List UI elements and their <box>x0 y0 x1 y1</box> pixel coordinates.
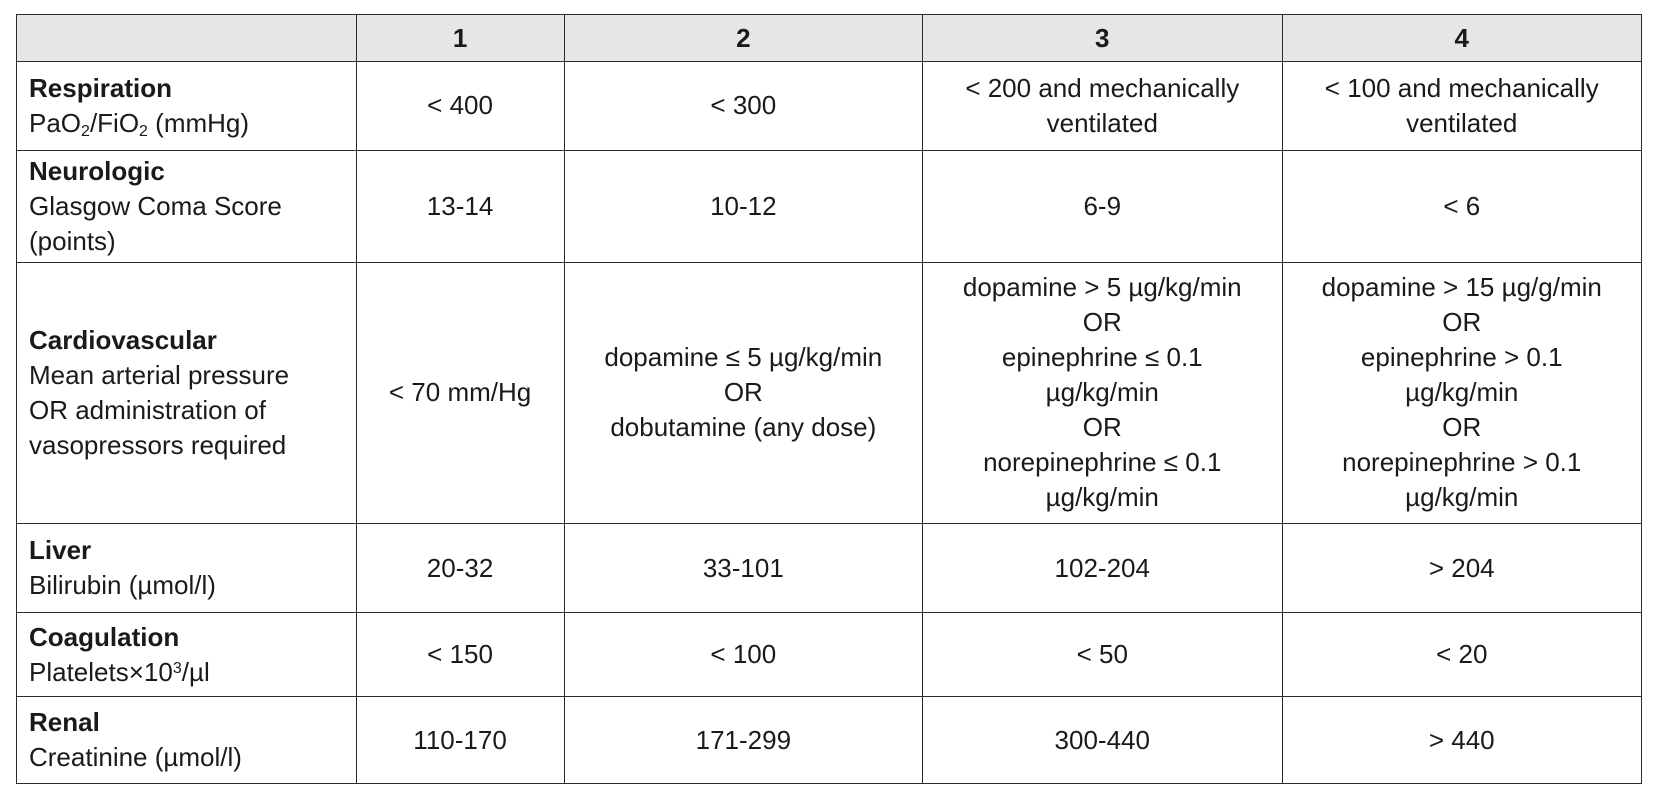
measure-text: /µl <box>181 656 210 687</box>
cell-cardiovascular-3 <box>923 262 1282 524</box>
measure-line: Glasgow Coma Score <box>29 190 282 221</box>
cell-line: OR <box>723 377 763 408</box>
measure-line: Creatinine (µmol/l) <box>29 742 242 773</box>
cell-line: dopamine > 5 µg/kg/min <box>962 272 1242 303</box>
cell-line: dopamine ≤ 5 µg/kg/min <box>604 342 883 373</box>
cell-renal-4 <box>1282 697 1642 784</box>
cell-line: norepinephrine > 0.1 <box>1342 447 1582 478</box>
cell-line: OR <box>1082 307 1122 338</box>
cell-liver-3 <box>923 524 1282 613</box>
cell-line: < 20 <box>1436 639 1488 670</box>
cell-line: 300-440 <box>1054 724 1150 755</box>
measure-line: Bilirubin (µmol/l) <box>29 570 216 601</box>
table-row-renal <box>17 697 1642 784</box>
organ-name: Liver <box>29 535 92 566</box>
cell-respiration-1 <box>356 62 564 151</box>
row-label-renal <box>17 697 357 784</box>
header-score-2: 2 <box>564 15 922 62</box>
cell-line: ventilated <box>1406 107 1518 138</box>
organ-name: Cardiovascular <box>29 324 217 355</box>
header-row <box>17 15 1642 62</box>
table-row-respiration <box>17 62 1642 151</box>
measure-text: Platelets×10 <box>29 656 173 687</box>
cell-line: < 6 <box>1443 190 1481 221</box>
cell-neurologic-1 <box>356 150 564 262</box>
cell-line: 6-9 <box>1083 190 1122 221</box>
cell-line: 20-32 <box>426 552 494 583</box>
table-row-liver <box>17 524 1642 613</box>
cell-line: 171-299 <box>695 724 792 755</box>
header-blank-cell <box>17 15 357 62</box>
measure-line: OR administration of <box>29 394 266 425</box>
header-score-1: 1 <box>356 15 564 62</box>
measure-line: vasopressors required <box>29 429 287 460</box>
row-label-respiration <box>17 62 357 151</box>
cell-renal-2 <box>564 697 922 784</box>
cell-neurologic-4 <box>1282 150 1642 262</box>
cell-liver-1 <box>356 524 564 613</box>
cell-coagulation-1 <box>356 612 564 696</box>
subscript: 2 <box>81 122 90 140</box>
table-body <box>17 62 1642 784</box>
table-row-neurologic <box>17 150 1642 262</box>
table-header <box>17 15 1642 62</box>
cell-coagulation-2 <box>564 612 922 696</box>
measure-line: Mean arterial pressure <box>29 359 290 390</box>
table-row-coagulation <box>17 612 1642 696</box>
cell-line: > 204 <box>1428 552 1495 583</box>
cell-line: ventilated <box>1046 107 1158 138</box>
cell-line: epinephrine > 0.1 <box>1360 342 1563 373</box>
table-row-cardiovascular <box>17 262 1642 524</box>
cell-line: < 300 <box>710 90 777 121</box>
cell-line: < 70 mm/Hg <box>388 377 532 408</box>
cell-line: 10-12 <box>710 190 777 221</box>
row-label-neurologic <box>17 150 357 262</box>
cell-line: µg/kg/min <box>1045 377 1159 408</box>
measure-text: /FiO <box>89 107 140 138</box>
cell-line: norepinephrine ≤ 0.1 <box>983 447 1222 478</box>
organ-name: Coagulation <box>29 621 180 652</box>
header-score-4: 4 <box>1282 15 1642 62</box>
cell-line: 110-170 <box>413 724 507 755</box>
cell-line: OR <box>1442 412 1482 443</box>
row-label-coagulation <box>17 612 357 696</box>
cell-respiration-3 <box>923 62 1282 151</box>
cell-renal-3 <box>923 697 1282 784</box>
cell-cardiovascular-2 <box>564 262 922 524</box>
measure-label <box>29 106 350 141</box>
cell-line: epinephrine ≤ 0.1 <box>1001 342 1203 373</box>
subscript: 2 <box>139 122 148 140</box>
organ-name: Neurologic <box>29 155 165 186</box>
cell-line: < 200 and mechanically <box>965 72 1240 103</box>
cell-neurologic-2 <box>564 150 922 262</box>
row-label-liver <box>17 524 357 613</box>
measure-line: (points) <box>29 225 116 256</box>
measure-label <box>29 655 350 690</box>
cell-liver-4 <box>1282 524 1642 613</box>
cell-cardiovascular-1 <box>356 262 564 524</box>
cell-line: 13-14 <box>426 190 494 221</box>
measure-text: (mmHg) <box>147 107 250 138</box>
organ-name: Respiration <box>29 72 173 103</box>
cell-line: 33-101 <box>702 552 784 583</box>
sofa-score-table <box>16 14 1642 784</box>
cell-liver-2 <box>564 524 922 613</box>
cell-line: µg/kg/min <box>1045 482 1159 513</box>
cell-line: < 400 <box>427 90 493 121</box>
cell-neurologic-3 <box>923 150 1282 262</box>
superscript: 3 <box>172 659 182 677</box>
cell-line: > 440 <box>1428 724 1495 755</box>
cell-line: µg/kg/min <box>1405 377 1519 408</box>
cell-line: µg/kg/min <box>1405 482 1519 513</box>
cell-line: 102-204 <box>1054 552 1150 583</box>
cell-coagulation-4 <box>1282 612 1642 696</box>
cell-line: < 100 and mechanically <box>1324 72 1599 103</box>
cell-line: OR <box>1082 412 1122 443</box>
measure-text: PaO <box>29 107 82 138</box>
cell-cardiovascular-4 <box>1282 262 1642 524</box>
cell-renal-1 <box>356 697 564 784</box>
cell-respiration-2 <box>564 62 922 151</box>
header-score-3: 3 <box>923 15 1282 62</box>
row-label-cardiovascular <box>17 262 357 524</box>
cell-line: dopamine > 15 µg/g/min <box>1321 272 1602 303</box>
cell-coagulation-3 <box>923 612 1282 696</box>
cell-respiration-4 <box>1282 62 1642 151</box>
cell-line: OR <box>1442 307 1482 338</box>
cell-line: < 50 <box>1076 639 1128 670</box>
cell-line: dobutamine (any dose) <box>610 412 877 443</box>
cell-line: < 100 <box>710 639 777 670</box>
organ-name: Renal <box>29 707 100 738</box>
cell-line: < 150 <box>427 639 493 670</box>
